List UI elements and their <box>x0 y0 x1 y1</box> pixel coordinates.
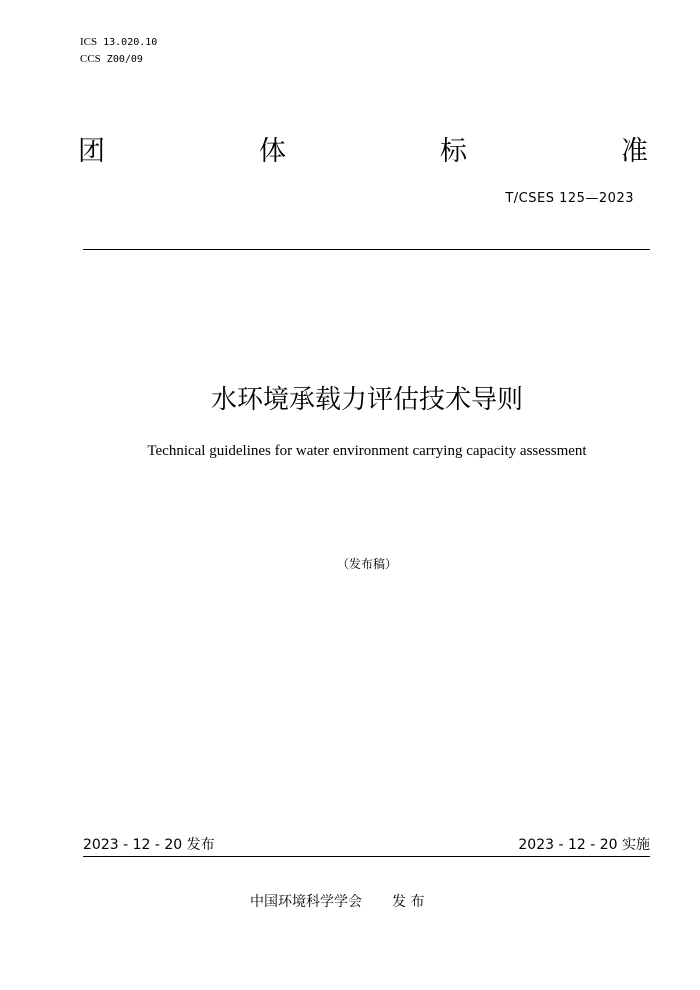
publish-action: 发 布 <box>392 894 425 910</box>
title-english: Technical guidelines for water environment carrying capacity assessment <box>147 443 587 459</box>
standard-type-heading <box>78 132 648 172</box>
ccs-line <box>80 51 157 68</box>
ics-line <box>80 34 157 51</box>
standard-type-char: 标 <box>440 136 467 167</box>
bottom-divider <box>83 856 650 857</box>
ics-label: ICS <box>80 36 98 48</box>
standard-number: T/CSES 125—2023 <box>505 191 634 206</box>
publisher-line <box>250 892 424 912</box>
ccs-code: Z00/09 <box>106 54 143 65</box>
top-divider <box>83 249 650 250</box>
draft-status-note: （发布稿） <box>336 557 397 571</box>
standard-type-char: 准 <box>621 136 648 167</box>
standard-type-char: 体 <box>259 136 286 167</box>
ics-code: 13.020.10 <box>103 37 158 48</box>
standard-type-char: 团 <box>78 136 105 167</box>
classification-block <box>80 34 157 68</box>
title-chinese: 水环境承载力评估技术导则 <box>210 385 523 415</box>
implementation-date: 2023 - 12 - 20 实施 <box>518 837 650 853</box>
release-date: 2023 - 12 - 20 发布 <box>83 837 215 853</box>
date-row <box>83 835 650 855</box>
publisher-organization: 中国环境科学学会 <box>250 894 362 910</box>
ccs-label: CCS <box>80 53 101 65</box>
